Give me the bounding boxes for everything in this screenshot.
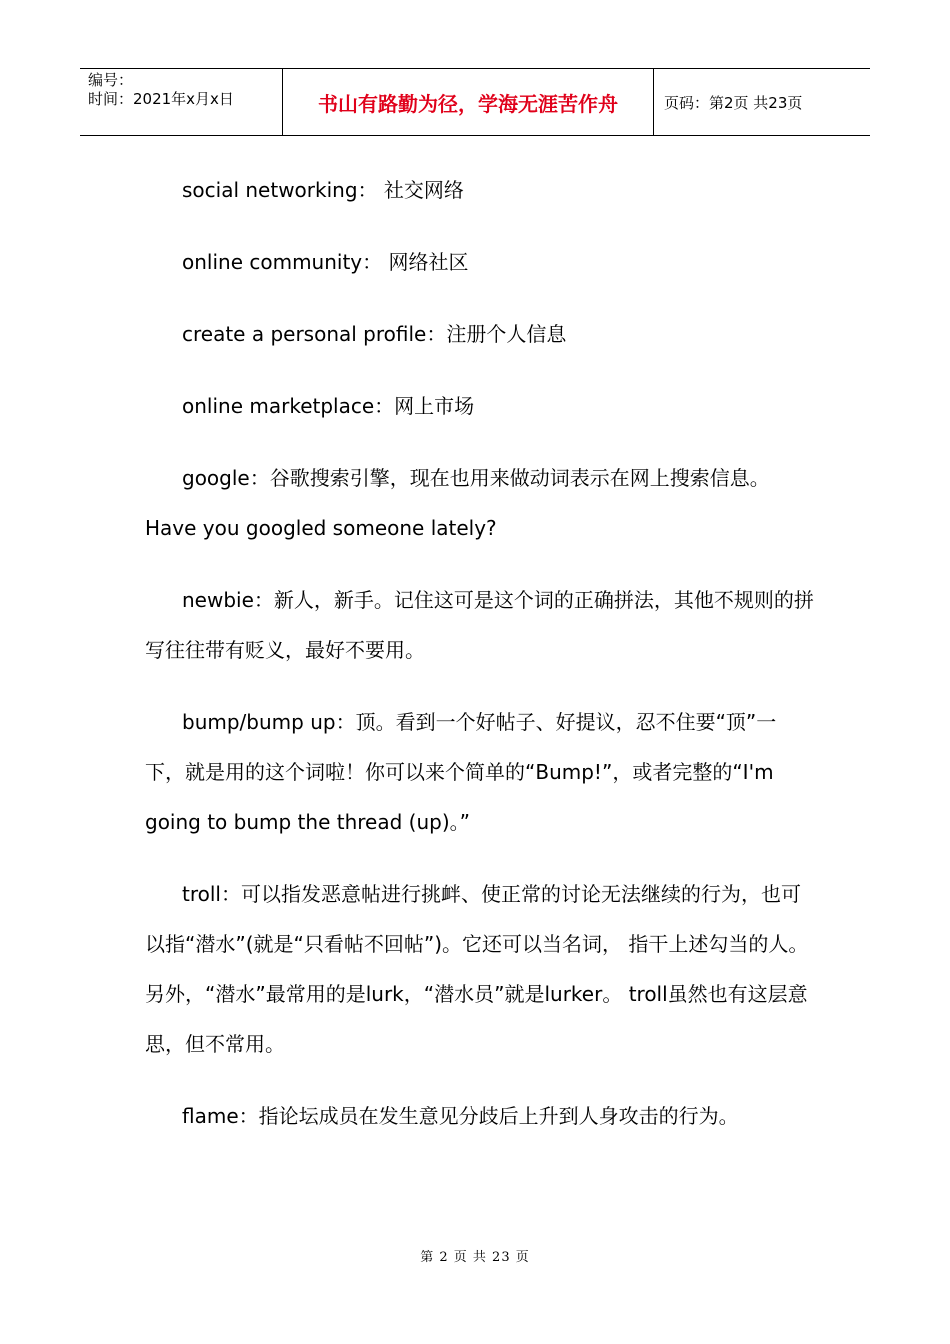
paragraph-online-marketplace: online marketplace：网上市场 bbox=[182, 394, 475, 418]
paragraph-social-networking: social networking： 社交网络 bbox=[182, 178, 464, 202]
paragraph-newbie: newbie：新人，新手。记住这可是这个词的正确拼法，其他不规则的拼写往往带有贬义，最好不要用。 bbox=[145, 588, 814, 662]
header-motto bbox=[282, 69, 654, 135]
header-meta bbox=[80, 69, 282, 135]
page-footer bbox=[0, 1246, 950, 1265]
motto-text: 书山有路勤为径，学海无涯苦作舟 bbox=[318, 91, 618, 116]
footer-page-number: 第 2 页 共 23 页 bbox=[420, 1250, 530, 1265]
page-header bbox=[80, 68, 870, 136]
number-label: 编号： bbox=[88, 71, 134, 89]
paragraph-troll: troll：可以指发恶意帖进行挑衅、使正常的讨论无法继续的行为，也可以指“潜水”(就是“只看帖不回帖”)。它还可以当名词， 指干上述勾当的人。另外，“潜水”最常用的是lurk，“潜水员”就是lurker。 troll虽然也有这层意思，但不常用。 bbox=[145, 882, 809, 1056]
paragraph-google: google：谷歌搜索引擎，现在也用来做动词表示在网上搜索信息。Have you googled someone lately? bbox=[145, 466, 770, 540]
paragraph-online-community: online community： 网络社区 bbox=[182, 250, 469, 274]
paragraph-flame: flame：指论坛成员在发生意见分歧后上升到人身攻击的行为。 bbox=[182, 1104, 739, 1128]
header-page-info bbox=[654, 69, 870, 135]
paragraph-personal-profile: create a personal profile：注册个人信息 bbox=[182, 322, 567, 346]
page-info-text: 页码：第2页 共23页 bbox=[664, 93, 803, 112]
time-label: 时间：2021年x月x日 bbox=[88, 90, 234, 108]
document-body bbox=[145, 165, 815, 1163]
paragraph-bump: bump/bump up：顶。看到一个好帖子、好提议，忍不住要“顶”一下，就是用的这个词啦！你可以来个简单的“Bump!”，或者完整的“I'm going to bump the thread (up)。” bbox=[145, 710, 777, 834]
